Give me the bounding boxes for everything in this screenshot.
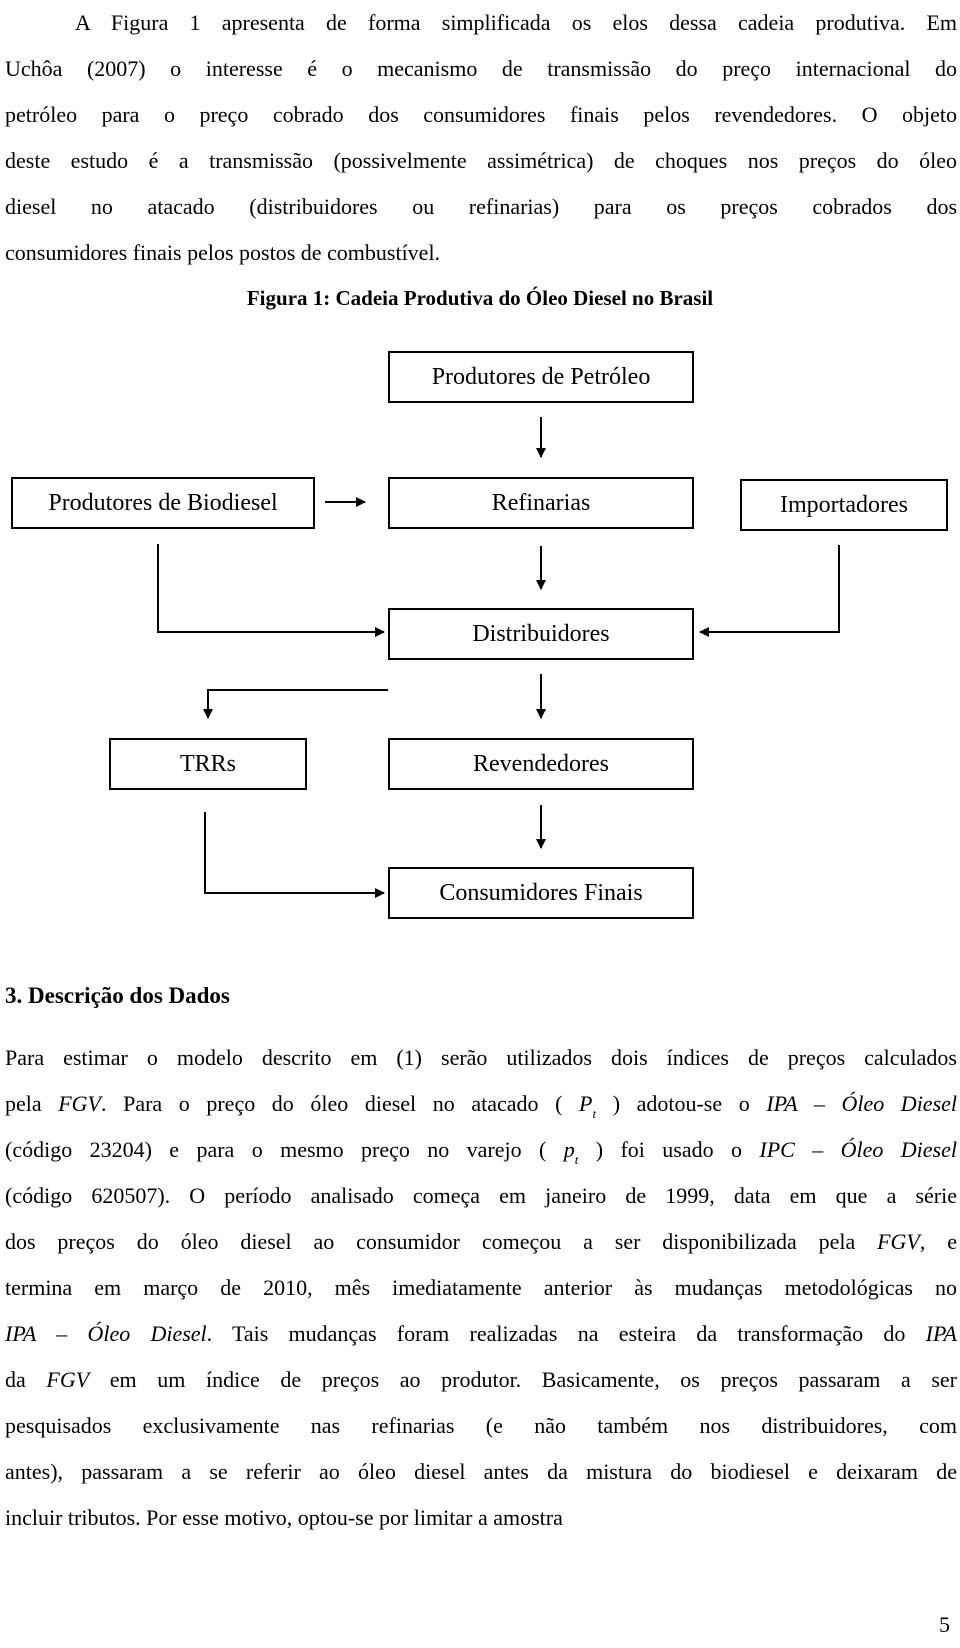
arrow-importadores-distribuidores [700, 545, 839, 632]
symbol-p: p [563, 1137, 575, 1162]
intro-line: Uchôa (2007) o interesse é o mecanismo de transmissão do preço internacional do [5, 56, 957, 81]
arrow-trrs-consumidores [205, 812, 384, 893]
ipc-diesel-term: IPC – Óleo Diesel [759, 1137, 957, 1162]
section-line: (código 620507). O período analisado começa em janeiro de 1999, data em que a série [5, 1183, 957, 1208]
ipa-term: IPA [925, 1321, 957, 1346]
section-paragraph [5, 1035, 957, 1541]
section-line: pela FGV. Para o preço do óleo diesel no atacado ( $P_t$ ) adotou-se o IPA – Óleo Diesel [5, 1091, 957, 1121]
box-produtores-biodiesel [11, 477, 315, 529]
section-line: da FGV em um índice de preços ao produtor. Basicamente, os preços passaram a ser [5, 1367, 957, 1392]
intro-line: deste estudo é a transmissão (possivelmente assimétrica) de choques nos preços do óleo [5, 148, 957, 173]
ipa-diesel-term: IPA – Óleo Diesel [766, 1091, 957, 1116]
box-label: Revendedores [473, 750, 609, 777]
section-heading: 3. Descrição dos Dados [5, 983, 230, 1008]
box-label: TRRs [179, 750, 236, 777]
intro-line: A Figura 1 apresenta de forma simplificada os elos dessa cadeia produtiva. Em [75, 10, 957, 35]
section-line: (código 23204) e para o mesmo preço no varejo ( $p_t$ ) foi usado o IPC – Óleo Diesel [5, 1137, 957, 1167]
box-distribuidores [388, 608, 694, 660]
arrow-biodiesel-distribuidores [158, 544, 384, 632]
section-line: incluir tributos. Por esse motivo, optou-se por limitar a amostra [5, 1505, 563, 1530]
box-label: Distribuidores [472, 620, 610, 647]
fgv-term: FGV [877, 1229, 920, 1254]
box-label: Produtores de Petróleo [431, 363, 651, 390]
fgv-term: FGV [46, 1367, 90, 1392]
ipa-diesel-term: IPA – Óleo Diesel [5, 1321, 207, 1346]
section-line: Para estimar o modelo descrito em (1) serão utilizados dois índices de preços calculados [5, 1045, 957, 1070]
box-refinarias [388, 477, 694, 529]
fgv-term: FGV [58, 1091, 101, 1116]
section-line: IPA – Óleo Diesel. Tais mudanças foram realizadas na esteira da transformação do IPA [5, 1321, 957, 1346]
box-label: Consumidores Finais [439, 879, 643, 906]
section-line: termina em março de 2010, mês imediatamente anterior às mudanças metodológicas no [5, 1275, 957, 1300]
page-number: 5 [939, 1612, 950, 1637]
section-line: pesquisados exclusivamente nas refinarias (e não também nos distribuidores, com [5, 1413, 957, 1438]
section-line: antes), passaram a se referir ao óleo diesel antes da mistura do biodiesel e deixaram de [5, 1459, 957, 1484]
box-label: Produtores de Biodiesel [48, 489, 278, 516]
subscript-t: t [592, 1106, 597, 1121]
box-label: Refinarias [491, 489, 591, 516]
arrow-distribuidores-trrs [208, 690, 388, 718]
intro-line: diesel no atacado (distribuidores ou refinarias) para os preços cobrados dos [5, 194, 957, 219]
box-produtores-petroleo [388, 351, 694, 403]
subscript-t: t [574, 1152, 579, 1167]
box-importadores [740, 479, 948, 531]
box-revendedores [388, 738, 694, 790]
intro-line: consumidores finais pelos postos de combustível. [5, 240, 441, 265]
symbol-P: P [579, 1091, 593, 1116]
box-consumidores-finais [388, 867, 694, 919]
intro-line: petróleo para o preço cobrado dos consumidores finais pelos revendedores. O objeto [5, 102, 957, 127]
section-line: dos preços do óleo diesel ao consumidor começou a ser disponibilizada pela FGV, e [5, 1229, 957, 1254]
figure-title: Figura 1: Cadeia Produtiva do Óleo Diesel no Brasil [246, 286, 714, 310]
box-label: Importadores [780, 491, 908, 518]
box-trrs [109, 738, 307, 790]
